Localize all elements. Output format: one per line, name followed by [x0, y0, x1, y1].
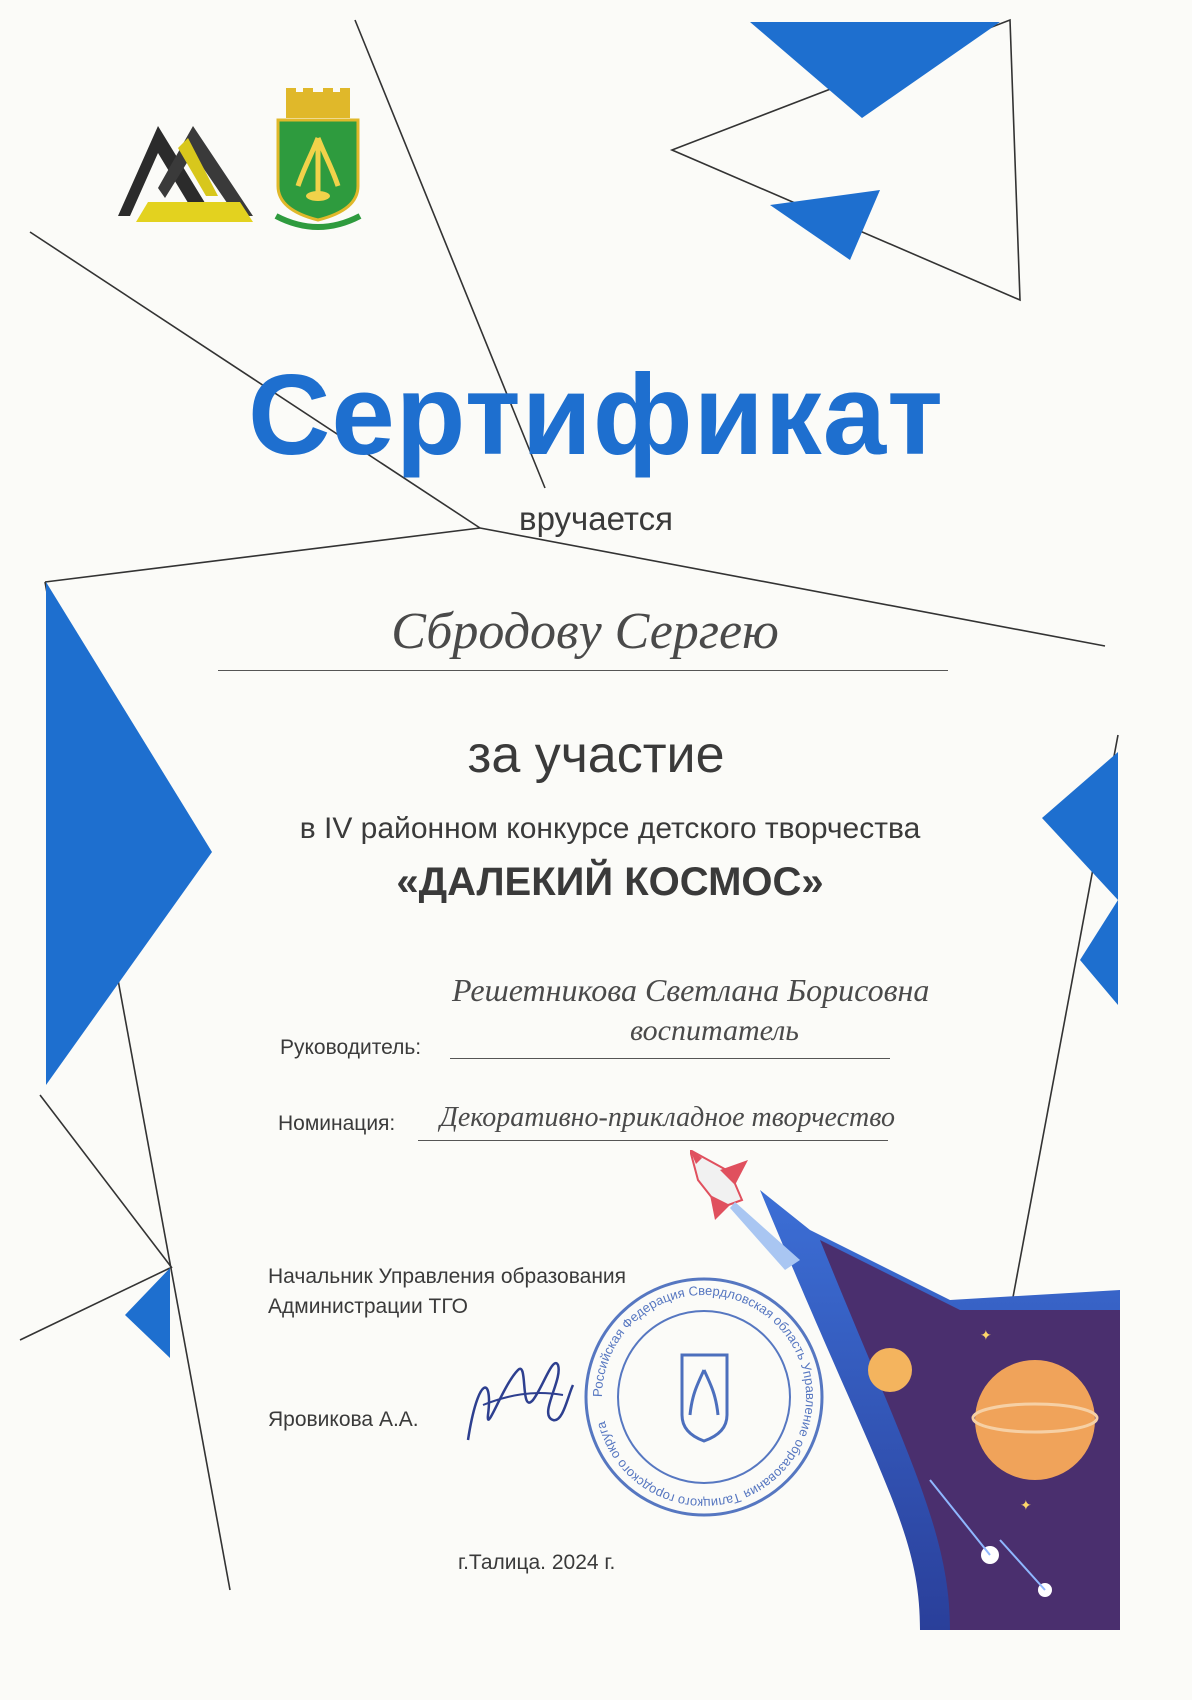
svg-text:✦: ✦ [980, 1327, 992, 1343]
coat-of-arms-icon [268, 88, 368, 238]
participation-text: за участие [467, 726, 725, 784]
svg-text:✦: ✦ [1020, 1497, 1032, 1513]
recipient-underline [218, 670, 948, 671]
signatory-title-line2: Администрации ТГО [268, 1295, 468, 1318]
signatory-name: Яровикова А.А. [268, 1408, 419, 1431]
contest-description: в IV районном конкурсе детского творчества [299, 812, 921, 845]
supervisor-position: воспитатель [630, 1014, 799, 1047]
certificate-title: Сертификат [248, 352, 944, 479]
nomination-underline [418, 1140, 888, 1141]
nomination-value: Декоративно-прикладное творчество [440, 1102, 896, 1133]
nomination-label: Номинация: [278, 1112, 396, 1135]
official-stamp [582, 1275, 827, 1520]
supervisor-name: Решетникова Светлана Борисовна [452, 972, 930, 1008]
triangle-logo-icon [118, 118, 263, 228]
stamp-ring-text: Российская Федерация Свердловская область Управление образования Талицкого городского округа [589, 1282, 819, 1512]
signature [458, 1345, 578, 1455]
supervisor-underline [450, 1058, 890, 1059]
supervisor-label: Руководитель: [280, 1036, 422, 1059]
signatory-title-line1: Начальник Управления образования [268, 1265, 627, 1288]
place-date: г.Талица. 2024 г. [458, 1551, 616, 1574]
recipient-name: Сбродову Сергею [391, 603, 779, 660]
awarded-text: вручается [519, 500, 673, 537]
contest-name: «ДАЛЕКИЙ КОСМОС» [396, 860, 824, 904]
svg-text:Российская Федерация Свердловс [590, 1283, 818, 1511]
